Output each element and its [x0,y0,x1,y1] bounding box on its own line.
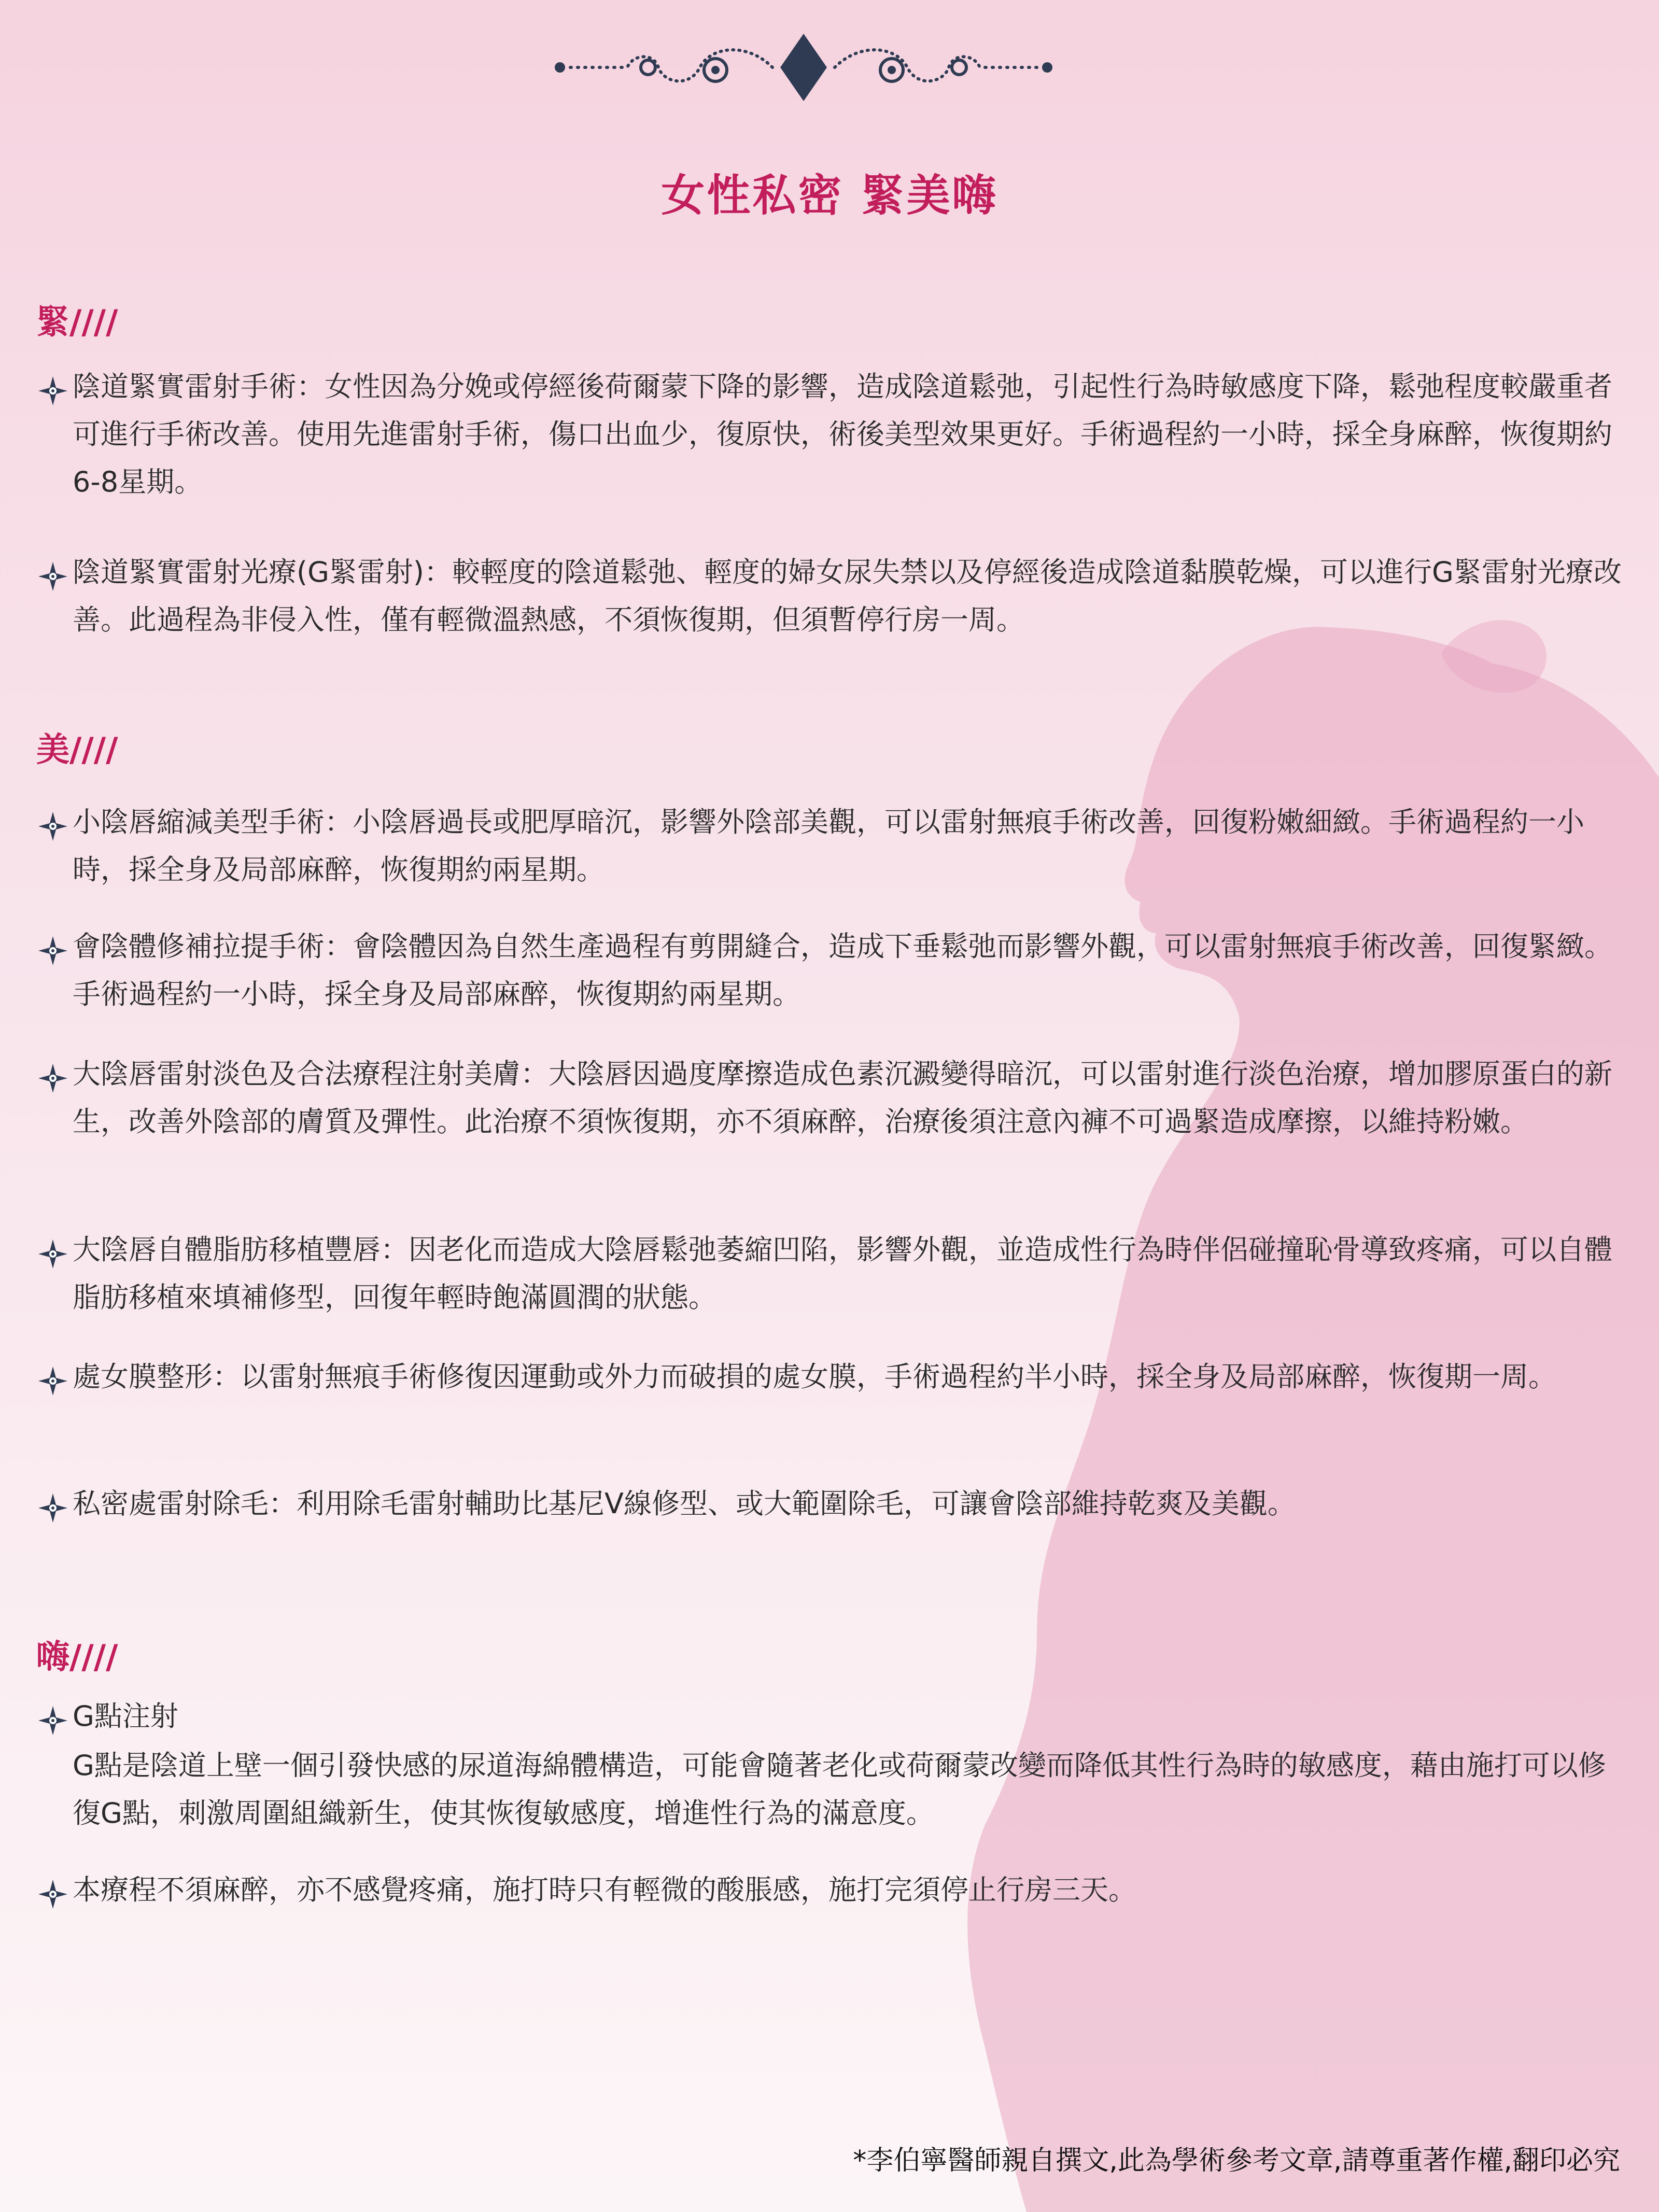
diamond-cross-bullet-icon [36,934,69,967]
copyright-note: *李伯寧醫師親自撰文,此為學術參考文章,請尊重著作權,翻印必究 [853,2145,1620,2176]
section-heading-tight: 緊//// [36,303,118,342]
list-item [36,548,1628,644]
item-text: 本療程不須麻醉，亦不感覺疼痛，施打時只有輕微的酸脹感，施打完須停止行房三天。 [73,1873,1136,1906]
diamond-cross-bullet-icon [36,1704,69,1737]
page-title: 女性私密 緊美嗨 [661,170,998,221]
diamond-cross-bullet-icon [36,374,69,407]
item-text: 小陰唇縮減美型手術：小陰唇過長或肥厚暗沉，影響外陰部美觀，可以雷射無痕手術改善，回復粉嫩細緻。手術過程約一小時，採全身及局部麻醉，恢復期約兩星期。 [73,806,1584,886]
item-text: 會陰體修補拉提手術：會陰體因為自然生產過程有剪開縫合，造成下垂鬆弛而影響外觀，可以雷射無痕手術改善，回復緊緻。手術過程約一小時，採全身及局部麻醉，恢復期約兩星期。 [73,930,1612,1010]
section-heading-beauty: 美//// [36,730,118,769]
diamond-cross-bullet-icon [36,1878,69,1911]
g-spot-description: G點是陰道上壁一個引發快感的尿道海綿體構造，可能會隨著老化或荷爾蒙改變而降低其性行為時的敏感度，藉由施打可以修復G點，刺激周圍組織新生，使其恢復敏感度，增進性行為的滿意度。 [73,1749,1606,1829]
list-item [36,1226,1628,1321]
list-item [36,1353,1628,1401]
item-text: 大陰唇自體脂肪移植豐唇：因老化而造成大陰唇鬆弛萎縮凹陷，影響外觀，並造成性行為時伴侶碰撞恥骨導致疼痛，可以自體脂肪移植來填補修型，回復年輕時飽滿圓潤的狀態。 [73,1233,1612,1314]
diamond-cross-bullet-icon [36,560,69,593]
diamond-cross-bullet-icon [36,1491,69,1525]
item-text: 陰道緊實雷射手術：女性因為分娩或停經後荷爾蒙下降的影響，造成陰道鬆弛，引起性行為時敏感度下降，鬆弛程度較嚴重者可進行手術改善。使用先進雷射手術，傷口出血少，復原快，術後美型效果更好。手術過程約一小時，採全身麻醉，恢復期約6-8星期。 [73,370,1612,498]
diamond-cross-bullet-icon [36,810,69,843]
diamond-cross-bullet-icon [36,1237,69,1271]
diamond-cross-bullet-icon [36,1062,69,1095]
decorative-divider-icon [544,31,1063,104]
list-item [36,1866,1628,1914]
list-item [36,1693,1628,1740]
item-text: G點注射 [73,1700,178,1732]
section-heading-high: 嗨//// [36,1638,118,1676]
item-text: 處女膜整形：以雷射無痕手術修復因運動或外力而破損的處女膜，手術過程約半小時，採全身及局部麻醉，恢復期一周。 [73,1360,1556,1393]
item-text: 陰道緊實雷射光療(G緊雷射)：較輕度的陰道鬆弛、輕度的婦女尿失禁以及停經後造成陰道黏膜乾燥，可以進行G緊雷射光療改善。此過程為非侵入性，僅有輕微溫熱感，不須恢復期，但須暫停行房一周。 [73,556,1622,636]
item-text: 私密處雷射除毛：利用除毛雷射輔助比基尼V線修型、或大範圍除毛，可讓會陰部維持乾爽及美觀。 [73,1487,1296,1520]
list-item [36,363,1628,506]
list-item [36,1050,1628,1146]
list-item [36,923,1628,1018]
item-text: 大陰唇雷射淡色及合法療程注射美膚：大陰唇因過度摩擦造成色素沉澱變得暗沉，可以雷射進行淡色治療，增加膠原蛋白的新生，改善外陰部的膚質及彈性。此治療不須恢復期，亦不須麻醉，治療後須注意內褲不可過緊造成摩擦，以維持粉嫩。 [73,1058,1612,1138]
diamond-cross-bullet-icon [36,1364,69,1398]
list-item [36,798,1628,894]
list-item [36,1480,1628,1528]
